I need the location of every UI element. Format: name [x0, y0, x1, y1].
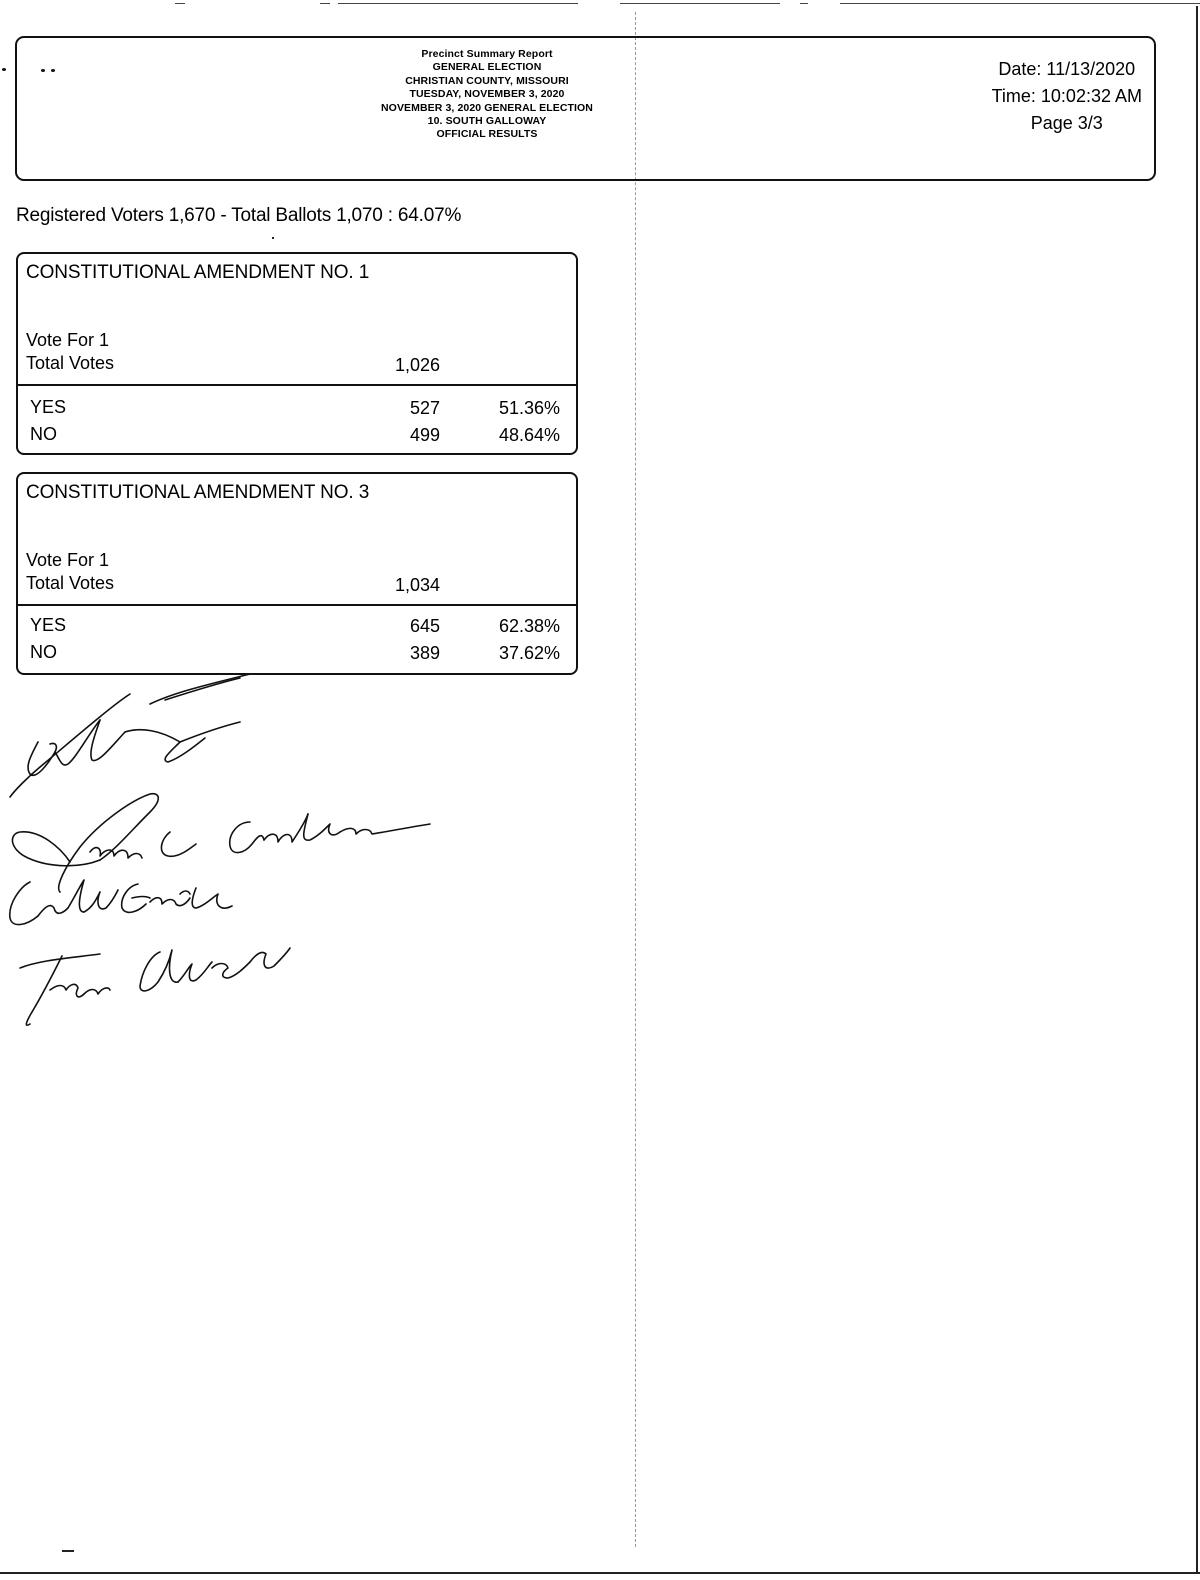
signature-4: [20, 948, 290, 1025]
scan-speck: [41, 69, 45, 72]
choice-percent: 62.38%: [498, 616, 560, 636]
choice-votes: 645: [409, 616, 440, 636]
page-number: Page 3/3: [1030, 113, 1103, 133]
choice-name: NO: [30, 424, 57, 444]
signature-3: [10, 880, 232, 925]
contest-amendment-3: [16, 472, 578, 675]
contest-amendment-1: [16, 252, 578, 455]
report-time: Time: 10:02:32 AM: [991, 86, 1142, 106]
results-status: OFFICIAL RESULTS: [436, 128, 538, 141]
page-edge-bottom: [0, 1572, 1200, 1574]
choice-votes: 389: [409, 643, 440, 663]
choice-name: YES: [30, 397, 67, 417]
signatures-block: [0, 672, 460, 1032]
scan-top-edge: [0, 0, 1200, 6]
report-header: [15, 36, 1156, 181]
total-votes-value: 1,034: [394, 575, 440, 595]
choice-name: NO: [30, 642, 57, 662]
county-name: CHRISTIAN COUNTY, MISSOURI: [405, 74, 569, 87]
report-title-block: [337, 48, 637, 142]
contest-divider: [18, 604, 576, 606]
election-name: NOVEMBER 3, 2020 GENERAL ELECTION: [381, 101, 593, 114]
total-votes-label: Total Votes: [26, 353, 115, 373]
turnout-summary: Registered Voters 1,670 - Total Ballots 1,070 : 64.07%: [16, 205, 462, 226]
choice-percent: 51.36%: [498, 398, 560, 418]
vote-for-label: Vote For 1: [26, 330, 110, 350]
scan-mark: [62, 1550, 74, 1552]
page-edge-right: [1196, 6, 1198, 1574]
contest-title: CONSTITUTIONAL AMENDMENT NO. 1: [26, 262, 370, 283]
total-votes-label: Total Votes: [26, 573, 115, 593]
election-day: TUESDAY, NOVEMBER 3, 2020: [409, 88, 565, 101]
scan-speck: [272, 237, 274, 239]
choice-votes: 527: [409, 398, 440, 418]
signature-1: [10, 674, 250, 797]
report-date: Date: 11/13/2020: [998, 59, 1136, 79]
report-title: Precinct Summary Report: [421, 48, 553, 60]
precinct-name: 10. SOUTH GALLOWAY: [427, 115, 547, 128]
signature-2: [12, 794, 430, 892]
choice-votes: 499: [409, 425, 440, 445]
total-votes-value: 1,026: [394, 355, 440, 375]
contest-divider: [18, 384, 576, 386]
page-fold-line: [635, 12, 636, 1547]
choice-percent: 37.62%: [498, 643, 560, 663]
contest-title: CONSTITUTIONAL AMENDMENT NO. 3: [26, 482, 370, 503]
vote-for-label: Vote For 1: [26, 550, 110, 570]
scan-speck: [2, 68, 6, 71]
choice-name: YES: [30, 615, 67, 635]
report-meta: [992, 56, 1142, 137]
election-type: GENERAL ELECTION: [432, 61, 542, 74]
scan-speck: [51, 69, 55, 72]
choice-percent: 48.64%: [498, 425, 560, 445]
